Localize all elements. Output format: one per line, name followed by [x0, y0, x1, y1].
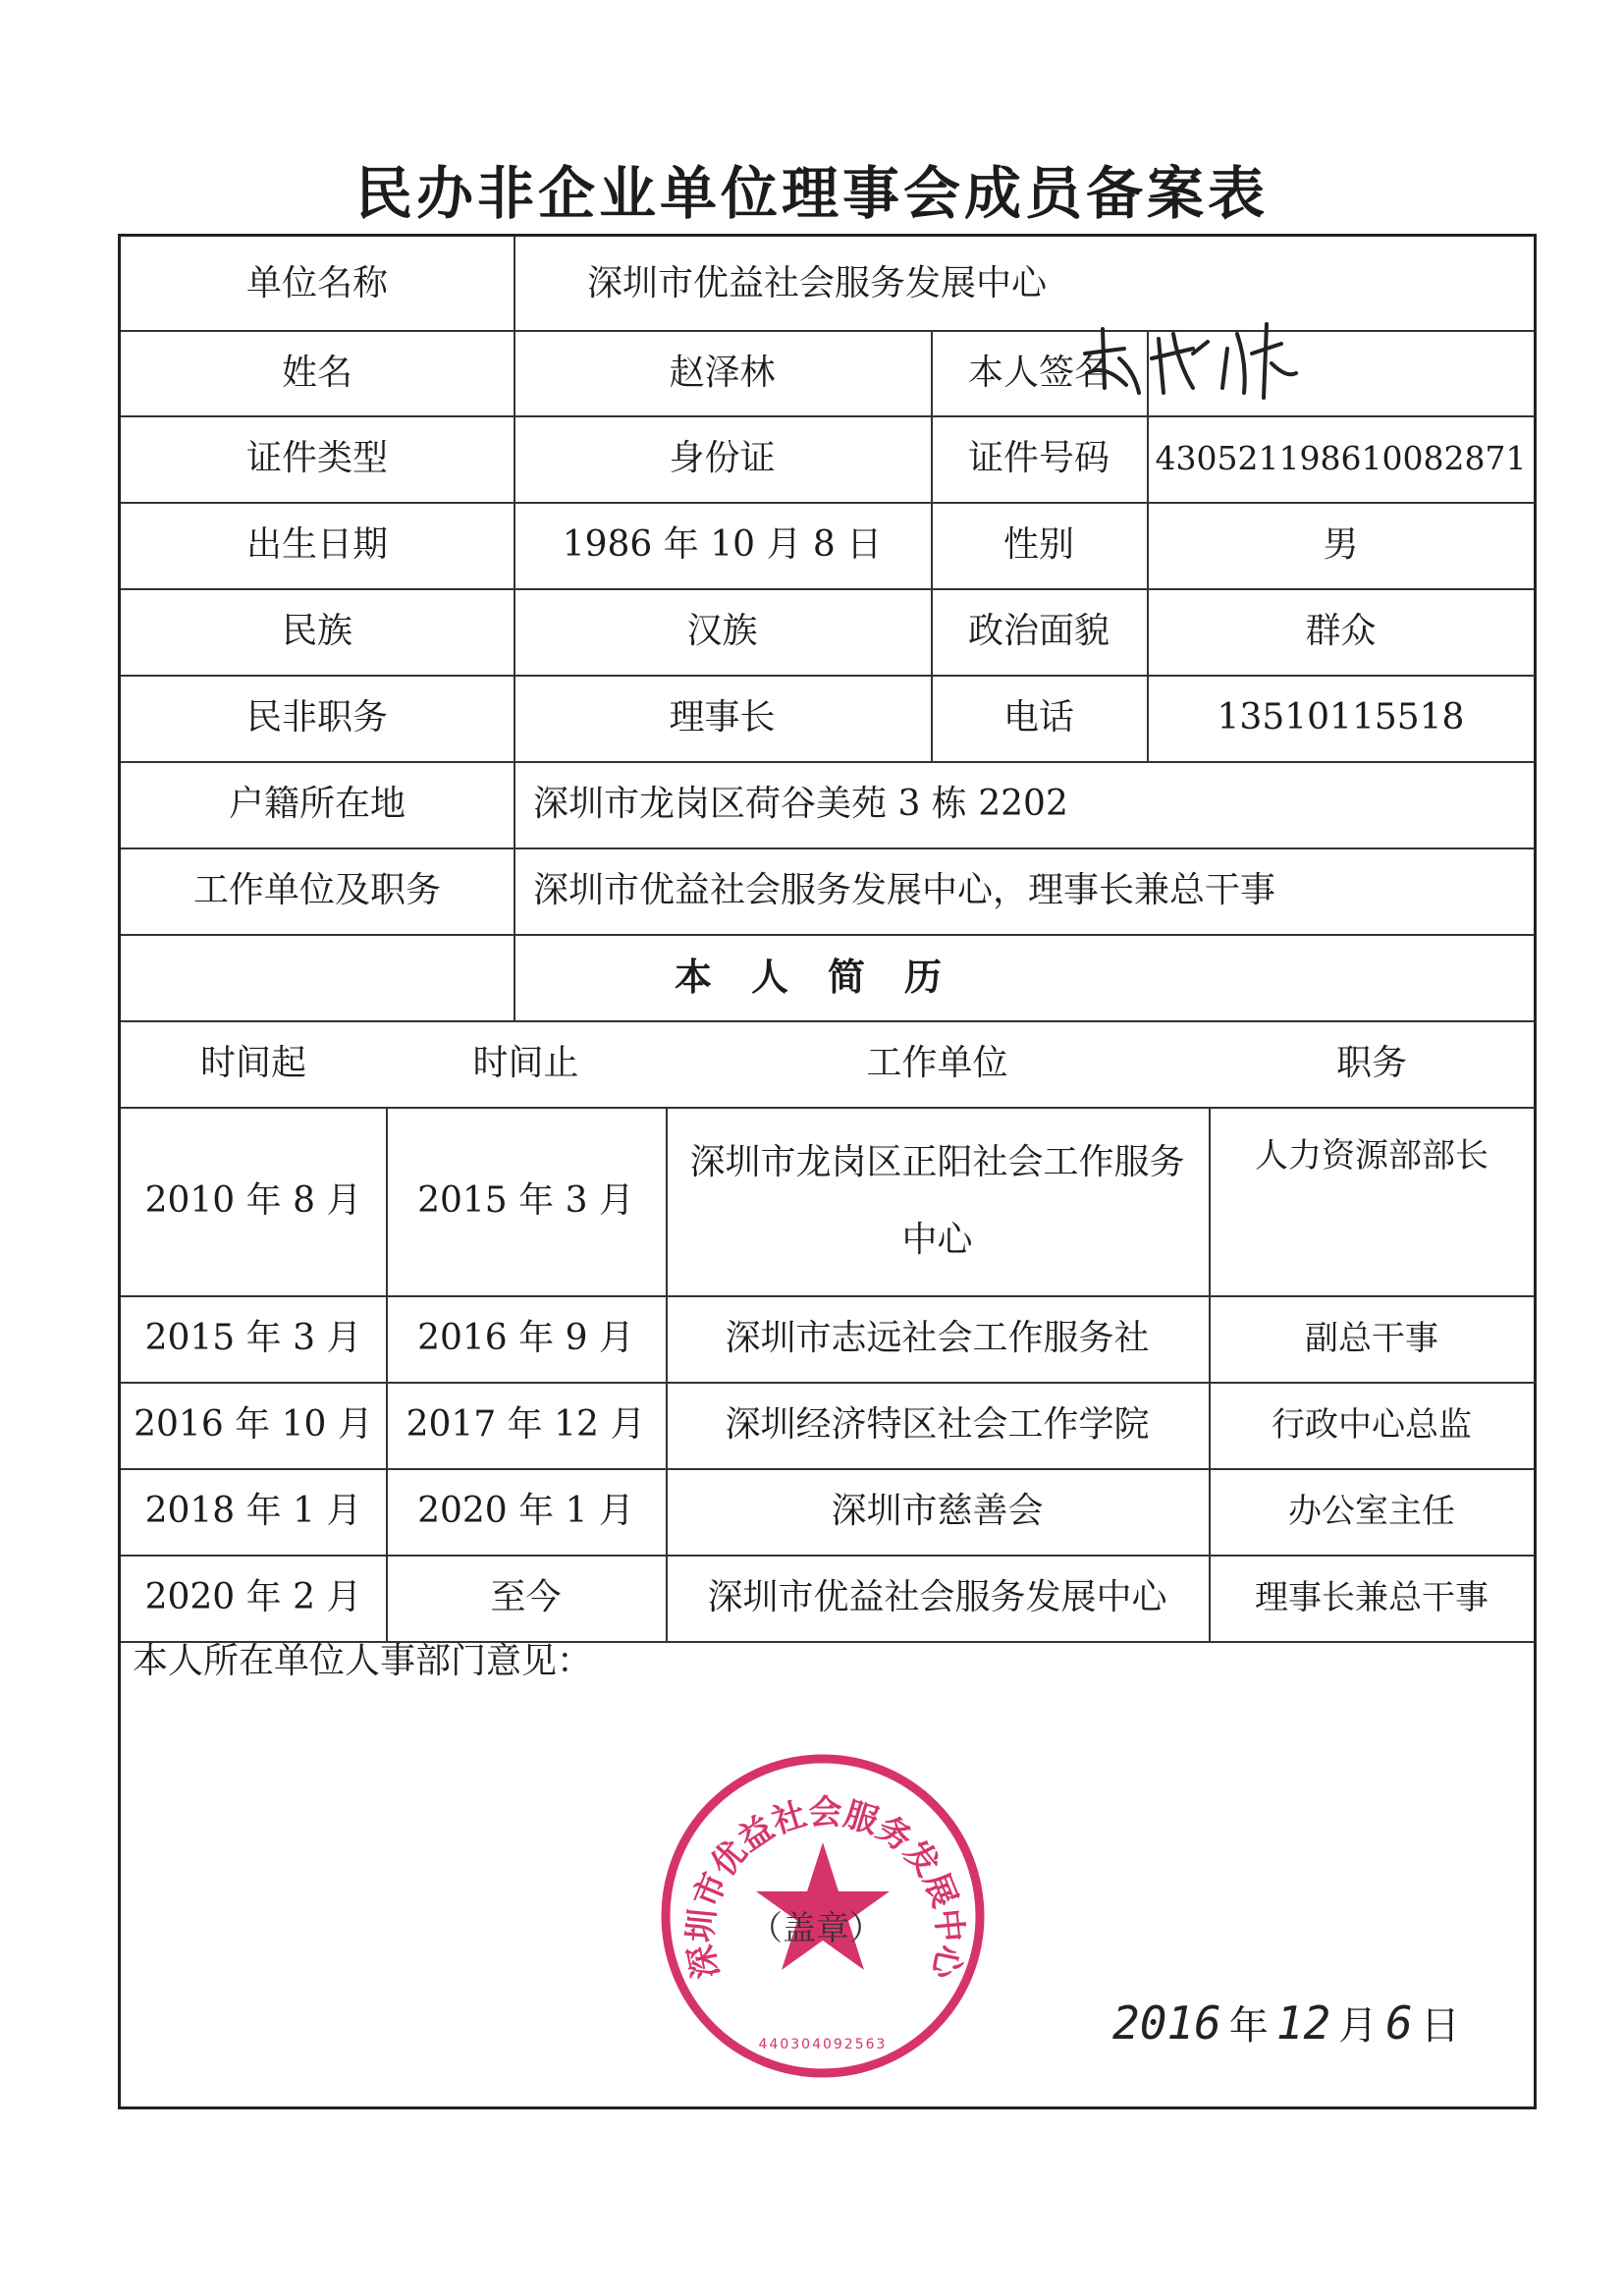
id-type-value: 身份证: [669, 438, 776, 479]
gender-label: 性别: [1002, 524, 1074, 566]
signature-label: 本人签名: [967, 352, 1110, 393]
resume-header-position: 职务: [1335, 1043, 1407, 1084]
resume-row-position: 理事长兼总干事: [1255, 1577, 1489, 1617]
name-value: 赵泽林: [669, 352, 776, 393]
resume-row-end: 至今: [490, 1577, 562, 1618]
date-day: 6: [1385, 1996, 1413, 2050]
resume-row-end: 2016 年 9 月: [417, 1318, 634, 1359]
name-label: 姓名: [281, 352, 352, 393]
work-value: 深圳市优益社会服务发展中心，理事长兼总干事: [533, 870, 1276, 911]
resume-row-end: 2017 年 12 月: [406, 1404, 646, 1446]
resume-row-unit: 深圳经济特区社会工作学院: [725, 1404, 1150, 1446]
resume-header-start: 时间起: [199, 1043, 306, 1084]
resume-header-end: 时间止: [472, 1043, 579, 1084]
resume-row-start: 2015 年 3 月: [144, 1318, 362, 1359]
residence-value: 深圳市龙岗区荷谷美苑 3 栋 2202: [533, 784, 1068, 825]
resume-row-position: 人力资源部部长: [1255, 1135, 1489, 1175]
unit-name-value: 深圳市优益社会服务发展中心: [587, 262, 1048, 303]
resume-row-position: 副总干事: [1305, 1318, 1438, 1358]
resume-header-unit: 工作单位: [866, 1043, 1008, 1084]
svg-text:深圳市优益社会服务发展中心: 深圳市优益社会服务发展中心: [680, 1793, 970, 1983]
resume-row-unit: 深圳市优益社会服务发展中心: [707, 1577, 1167, 1618]
post-label: 民非职务: [245, 697, 388, 738]
form-table: [118, 234, 1537, 2109]
work-label: 工作单位及职务: [192, 870, 441, 911]
resume-row-unit: 深圳市慈善会: [831, 1491, 1044, 1532]
resume-row-unit: 深圳市龙岗区正阳社会工作服务中心: [689, 1141, 1185, 1260]
handwritten-signature: [1065, 295, 1301, 412]
document-title: 民办非企业单位理事会成员备案表: [354, 160, 1269, 227]
date-day-unit: 日: [1420, 2003, 1460, 2049]
resume-heading: 本人简历: [674, 955, 981, 999]
resume-row-start: 2018 年 1 月: [144, 1491, 362, 1532]
resume-row-end: 2020 年 1 月: [417, 1491, 634, 1532]
signing-date: [1112, 1995, 1460, 2050]
id-number-label: 证件号码: [967, 438, 1110, 479]
political-value: 群众: [1305, 611, 1377, 652]
id-type-label: 证件类型: [245, 438, 388, 479]
hr-opinion-label: 本人所在单位人事部门意见：: [133, 1641, 593, 1681]
phone-label: 电话: [1002, 697, 1074, 738]
resume-row-position: 办公室主任: [1288, 1491, 1455, 1531]
ethnic-label: 民族: [281, 611, 352, 652]
resume-row-start: 2020 年 2 月: [144, 1577, 362, 1618]
residence-label: 户籍所在地: [228, 784, 406, 825]
gender-value: 男: [1323, 524, 1359, 566]
phone-value: 13510115518: [1217, 697, 1465, 738]
date-year: 2016: [1112, 1996, 1221, 2050]
svg-text:440304092563: 440304092563: [758, 2037, 888, 2052]
birth-value: 1986 年 10 月 8 日: [562, 524, 883, 566]
id-number-value: 430521198610082871: [1155, 438, 1527, 477]
date-year-unit: 年: [1228, 2003, 1269, 2049]
resume-row-unit: 深圳市志远社会工作服务社: [725, 1318, 1150, 1359]
unit-name-label: 单位名称: [245, 262, 388, 303]
resume-row-start: 2016 年 10 月: [134, 1404, 373, 1446]
date-month-unit: 月: [1338, 2003, 1379, 2049]
resume-row-end: 2015 年 3 月: [417, 1180, 634, 1222]
birth-label: 出生日期: [245, 524, 388, 566]
date-month: 12: [1275, 1996, 1331, 2050]
resume-row-position: 行政中心总监: [1272, 1404, 1472, 1445]
resume-row-start: 2010 年 8 月: [144, 1180, 362, 1222]
ethnic-value: 汉族: [686, 611, 758, 652]
stamp-label: （盖章）: [749, 1909, 883, 1948]
post-value: 理事长: [669, 697, 776, 738]
political-label: 政治面貌: [967, 611, 1110, 652]
